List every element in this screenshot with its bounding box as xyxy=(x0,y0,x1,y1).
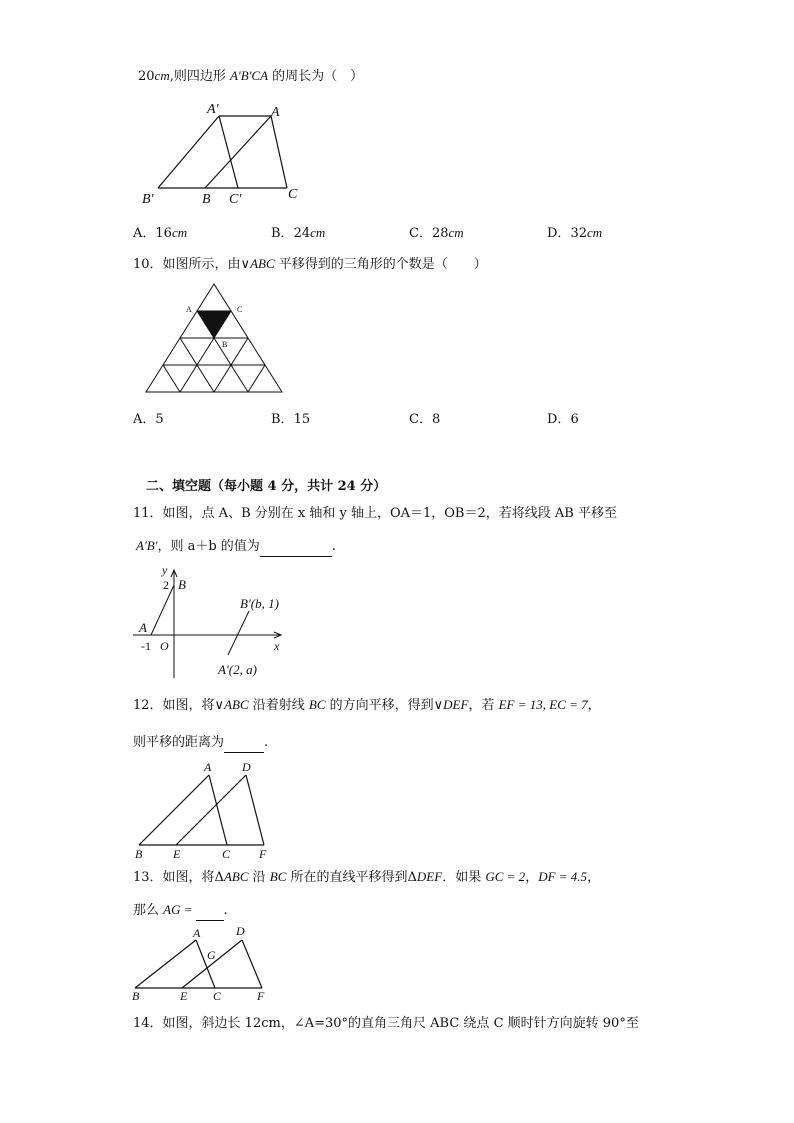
q12-label-f: F xyxy=(259,847,267,861)
q12-label-a: A xyxy=(204,760,212,774)
q9-option-c-letter: C． xyxy=(409,226,432,241)
q13-end: ， xyxy=(587,870,601,885)
q11-label-a-prime: A′(2, a) xyxy=(218,662,257,677)
q13-ag: AG = xyxy=(163,902,193,917)
q13-label-a: A xyxy=(193,926,201,940)
q13-mid: 沿 xyxy=(248,870,270,885)
q9-label-c: C xyxy=(288,187,298,202)
q14-line1: 14．如图，斜边长 12cm，∠A=30°的直角三角尺 ABC 绕点 C 顺时针方向旋转 90°至 xyxy=(133,1016,639,1031)
q9-label-b: B xyxy=(202,192,211,207)
q13-triangle-symbol: Δ xyxy=(214,870,224,885)
q13-line2-end: . xyxy=(223,903,228,918)
q12-bc: BC xyxy=(308,697,326,712)
q12-label-c: C xyxy=(222,847,231,861)
q9-option-b-letter: B． xyxy=(271,226,294,241)
q13-prefix: 13．如图，将 xyxy=(133,870,215,885)
q9-stem-unit: cm xyxy=(154,68,170,83)
q11-line2-text: ，则 a＋b 的值为 xyxy=(157,539,260,554)
q13-label-g: G xyxy=(207,948,216,962)
q11-label-o: O xyxy=(160,639,169,653)
q9-option-a-unit: cm xyxy=(171,225,188,240)
q13-line2-text: 那么 xyxy=(133,903,164,918)
q12-shape-def: DEF xyxy=(443,697,469,712)
q10-stem-suffix: 平移得到的三角形的个数是（ ） xyxy=(274,257,487,272)
q13-mid3: ．如果 xyxy=(442,870,486,885)
q11-label-neg1: -1 xyxy=(141,639,151,653)
q13-label-d: D xyxy=(236,924,245,938)
q10-option-a-letter: A． xyxy=(133,412,156,427)
q13-label-f: F xyxy=(257,989,265,1003)
q10-option-d-value: 6 xyxy=(570,412,579,427)
q9-option-a-value: 16 xyxy=(155,226,172,241)
q9-option-b-value: 24 xyxy=(293,226,311,241)
q13-df: DF = 4.5 xyxy=(538,869,588,884)
q9-stem-suffix: 的周长为（ ） xyxy=(268,69,364,84)
q9-option-d-value: 32 xyxy=(570,226,587,241)
q9-option-c-unit: cm xyxy=(448,225,464,240)
q12-equation: EF = 13, EC = 7 xyxy=(498,697,588,712)
q10-label-a: A xyxy=(186,305,192,314)
q13-shape-abc: ABC xyxy=(223,869,249,884)
q11-label-2: 2 xyxy=(163,578,169,592)
q12-line2-text: 则平移的距离为 xyxy=(133,735,225,750)
q9-stem-number: 20 xyxy=(138,69,155,84)
q11-line2-end: . xyxy=(331,539,336,554)
q10-label-b: B xyxy=(222,340,228,349)
q13-bc: BC xyxy=(269,869,287,884)
q9-stem-shape: A'B'CA xyxy=(229,68,269,83)
q13-label-c: C xyxy=(213,989,222,1003)
q13-line-ba xyxy=(135,940,196,988)
q10-option-b-letter: B． xyxy=(271,412,294,427)
q12-line2-end: . xyxy=(264,735,269,750)
q11-label-y: y xyxy=(162,563,168,577)
q11-label-x: x xyxy=(274,639,280,653)
q9-option-b-unit: cm xyxy=(310,225,326,240)
q10-option-c-value: 8 xyxy=(431,412,441,427)
q9-label-a: A xyxy=(271,105,280,120)
q9-option-d-unit: cm xyxy=(586,225,603,240)
q9-label-b-prime: B' xyxy=(142,192,154,207)
q13-gc: GC = 2 xyxy=(485,869,526,884)
q9-label-a-prime: A' xyxy=(207,102,219,117)
q11-label-b-prime: B′(b, 1) xyxy=(240,596,279,611)
q13-mid2: 所在的直线平移得到 xyxy=(286,870,408,885)
q10-stem-shape: ABC xyxy=(250,256,275,271)
q12-label-d: D xyxy=(242,760,251,774)
q12-prefix: 12．如图，将 xyxy=(133,698,215,713)
q9-label-c-prime: C' xyxy=(229,192,242,207)
q12-label-b: B xyxy=(135,847,143,861)
q12-end: ， xyxy=(587,698,601,713)
q13-triangle-symbol-2: Δ xyxy=(407,870,417,885)
q9-option-a-letter: A． xyxy=(133,226,156,241)
q11-shape: A'B' xyxy=(136,538,158,553)
section-2-title: 二、填空题（每小题 4 分，共计 24 分） xyxy=(146,479,387,494)
q10-stem-prefix: 10．如图所示，由 xyxy=(133,257,241,272)
q9-option-d-letter: D． xyxy=(547,226,571,241)
q9-option-c-value: 28 xyxy=(431,226,449,241)
q9-stem-mid: ,则四边形 xyxy=(169,69,230,84)
q11-label-b: B xyxy=(178,577,186,592)
q10-label-c: C xyxy=(237,305,243,314)
q12-mid3: ，若 xyxy=(468,698,499,713)
q10-option-b-value: 15 xyxy=(293,412,311,427)
q13-label-b: B xyxy=(132,989,140,1003)
q12-triangle-symbol: ∨ xyxy=(214,698,225,713)
q10-triangle-symbol: ∨ xyxy=(240,256,251,271)
q13-mid4: ， xyxy=(525,870,539,885)
q12-triangle-symbol-2: ∨ xyxy=(433,698,444,713)
q13-line-df xyxy=(242,940,262,988)
q13-label-e: E xyxy=(180,989,188,1003)
q12-label-e: E xyxy=(173,847,181,861)
q10-option-a-value: 5 xyxy=(155,412,164,427)
q12-shape-abc: ABC xyxy=(224,697,249,712)
q13-shape-def: DEF xyxy=(416,869,443,884)
q11-label-a: A xyxy=(139,620,147,635)
q10-option-d-letter: D． xyxy=(547,412,571,427)
q11-line1: 11．如图，点 A、B 分别在 x 轴和 y 轴上，OA＝1，OB＝2，若将线段 AB 平移至 xyxy=(133,506,617,521)
q10-option-c-letter: C． xyxy=(409,412,432,427)
q12-mid: 沿着射线 xyxy=(248,698,309,713)
q12-mid2: 的方向平移，得到 xyxy=(325,698,434,713)
